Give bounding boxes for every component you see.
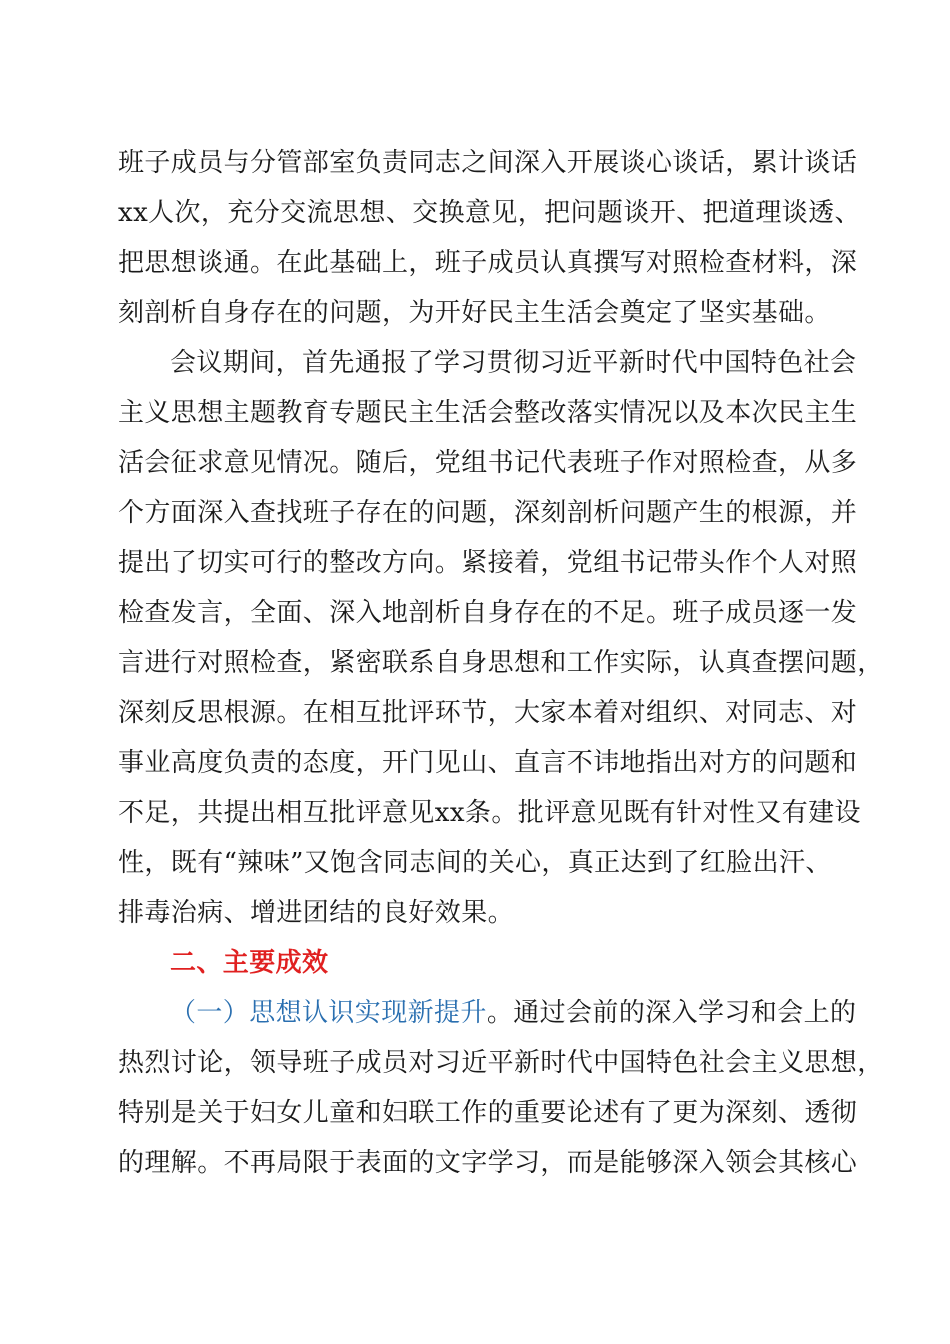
subsection-title: （一）思想认识实现新提升 bbox=[170, 998, 487, 1028]
paragraph-2-line-2: 主义思想主题教育专题民主生活会整改落实情况以及本次民主生 bbox=[118, 398, 858, 428]
paragraph-2-line-11: 性，既有“辣味”又饱含同志间的关心，真正达到了红脸出汗、 bbox=[118, 848, 832, 878]
paragraph-2-line-6: 检查发言，全面、深入地剖析自身存在的不足。班子成员逐一发 bbox=[118, 598, 858, 628]
section-heading: 二、主要成效 bbox=[170, 948, 329, 978]
paragraph-2-line-1: 会议期间，首先通报了学习贯彻习近平新时代中国特色社会 bbox=[170, 348, 857, 378]
paragraph-1-line-2: xx人次，充分交流思想、交换意见，把问题谈开、把道理谈透、 bbox=[118, 198, 861, 228]
paragraph-2-line-5: 提出了切实可行的整改方向。紧接着，党组书记带头作个人对照 bbox=[118, 548, 858, 578]
paragraph-2-line-7: 言进行对照检查，紧密联系自身思想和工作实际，认真查摆问题， bbox=[118, 648, 884, 678]
subsection-line-3: 特别是关于妇女儿童和妇联工作的重要论述有了更为深刻、透彻 bbox=[118, 1098, 858, 1128]
paragraph-2-line-3: 活会征求意见情况。随后，党组书记代表班子作对照检查，从多 bbox=[118, 448, 858, 478]
paragraph-2-line-9: 事业高度负责的态度，开门见山、直言不讳地指出对方的问题和 bbox=[118, 748, 858, 778]
paragraph-2-line-10: 不足，共提出相互批评意见xx条。批评意见既有针对性又有建设 bbox=[118, 798, 861, 828]
paragraph-1-line-1: 班子成员与分管部室负责同志之间深入开展谈心谈话，累计谈话 bbox=[118, 148, 858, 178]
paragraph-2-line-8: 深刻反思根源。在相互批评环节，大家本着对组织、对同志、对 bbox=[118, 698, 858, 728]
paragraph-1-line-3: 把思想谈通。在此基础上，班子成员认真撰写对照检查材料，深 bbox=[118, 248, 858, 278]
subsection-line-4: 的理解。不再局限于表面的文字学习，而是能够深入领会其核心 bbox=[118, 1148, 858, 1178]
subsection-first-line-text: 。通过会前的深入学习和会上的 bbox=[486, 998, 857, 1028]
subsection-first-line bbox=[170, 996, 856, 1030]
subsection-line-2: 热烈讨论，领导班子成员对习近平新时代中国特色社会主义思想， bbox=[118, 1048, 884, 1078]
paragraph-2-line-4: 个方面深入查找班子存在的问题，深刻剖析问题产生的根源，并 bbox=[118, 498, 858, 528]
paragraph-2-line-12: 排毒治病、增进团结的良好效果。 bbox=[118, 898, 515, 928]
paragraph-1-line-4: 刻剖析自身存在的问题，为开好民主生活会奠定了坚实基础。 bbox=[118, 298, 831, 328]
